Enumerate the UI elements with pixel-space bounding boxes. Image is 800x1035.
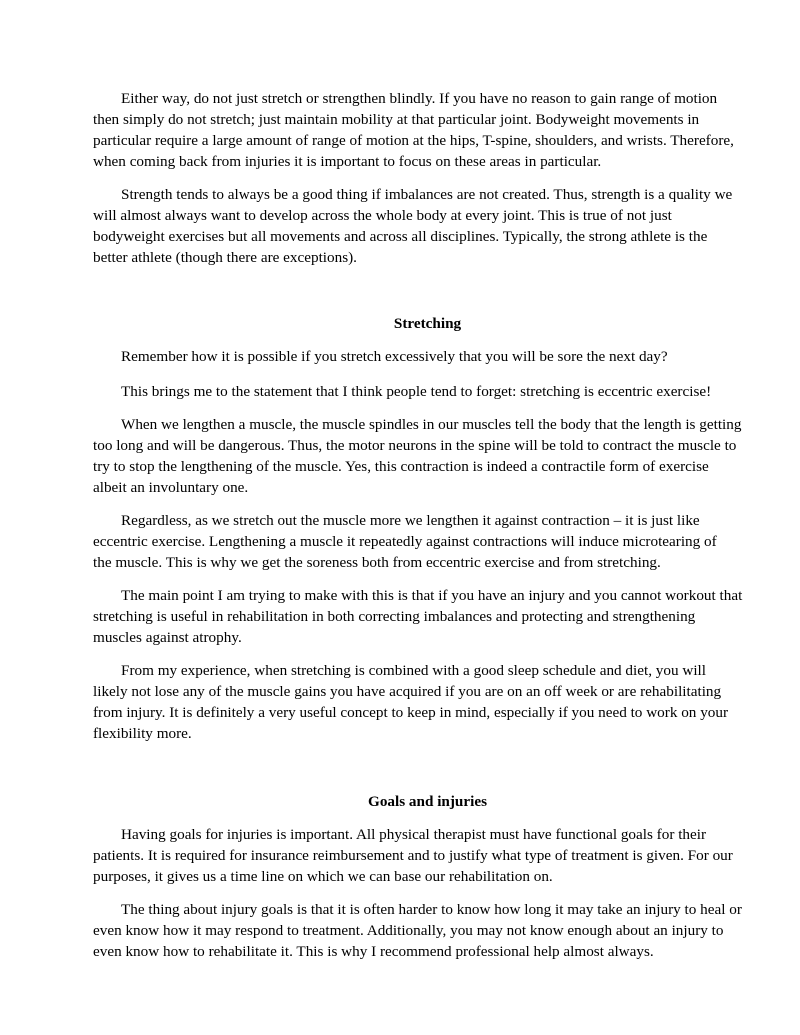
text-line: albeit an involuntary one. [93,479,249,496]
text-line: Either way, do not just stretch or strengthen blindly. If you have no reason to gain range of motion [121,90,718,107]
text-line: The main point I am trying to make with this is that if you have an injury and you cannot workout that [121,587,743,604]
section-heading-stretching: Stretching [393,315,462,332]
text-line: try to stop the lengthening of the muscle. Yes, this contraction is indeed a contractile form of exercise [93,458,709,475]
text-line: Regardless, as we stretch out the muscle more we lengthen it against contraction – it is just like [121,512,700,529]
paragraph [93,510,773,573]
paragraph [93,899,773,962]
text-line: when coming back from injuries it is important to focus on these areas in particular. [93,153,602,170]
text-line: Remember how it is possible if you stretch excessively that you will be sore the next day? [121,348,668,365]
text-line: likely not lose any of the muscle gains you have acquired if you are on an off week or are rehabilitating [93,683,722,700]
paragraph [93,346,773,367]
text-line: even know how it may respond to treatment. Additionally, you may not know enough about an injury to [93,922,724,939]
text-line: even know how to rehabilitate it. This is why I recommend professional help almost always. [93,943,654,960]
text-line: stretching is useful in rehabilitation in both correcting imbalances and protecting and strengthening [93,608,696,625]
paragraph [93,88,773,172]
text-line: eccentric exercise. Lengthening a muscle it repeatedly against contractions will induce microtearing of [93,533,717,550]
text-line: then simply do not stretch; just maintain mobility at that particular joint. Bodyweight movements in [93,111,700,128]
paragraph [93,381,773,402]
text-line: This brings me to the statement that I think people tend to forget: stretching is eccentric exercise! [121,383,712,400]
text-line: too long and will be dangerous. Thus, the motor neurons in the spine will be told to contract the muscle to [93,437,737,454]
paragraph [93,184,773,268]
text-line: bodyweight exercises but all movements and across all disciplines. Typically, the strong athlete is the [93,228,708,245]
section-heading-goals-and-injuries: Goals and injuries [368,793,487,810]
text-line: from injury. It is definitely a very useful concept to keep in mind, especially if you need to work on your [93,704,729,721]
text-line: will almost always want to develop across the whole body at every joint. This is true of not just [93,207,672,224]
paragraph [93,585,773,648]
text-line: the muscle. This is why we get the soreness both from eccentric exercise and from stretching. [93,554,661,571]
text-line: particular require a large amount of range of motion at the hips, T-spine, shoulders, and wrists. Therefore, [93,132,734,149]
text-line: Strength tends to always be a good thing if imbalances are not created. Thus, strength is a quality we [121,186,733,203]
text-line: better athlete (though there are exceptions). [93,249,357,266]
text-line: From my experience, when stretching is combined with a good sleep schedule and diet, you will [121,662,707,679]
text-line: purposes, it gives us a time line on which we can base our rehabilitation on. [93,868,553,885]
paragraph [93,824,773,887]
text-line: The thing about injury goals is that it is often harder to know how long it may take an injury to heal or [121,901,742,918]
text-line: flexibility more. [93,725,192,742]
paragraph [93,414,773,498]
paragraph [93,660,773,744]
text-line: patients. It is required for insurance reimbursement and to justify what type of treatment is given. For our [93,847,733,864]
text-line: muscles against atrophy. [93,629,242,646]
text-line: When we lengthen a muscle, the muscle spindles in our muscles tell the body that the length is getting [121,416,742,433]
text-line: Having goals for injuries is important. All physical therapist must have functional goals for their [121,826,707,843]
